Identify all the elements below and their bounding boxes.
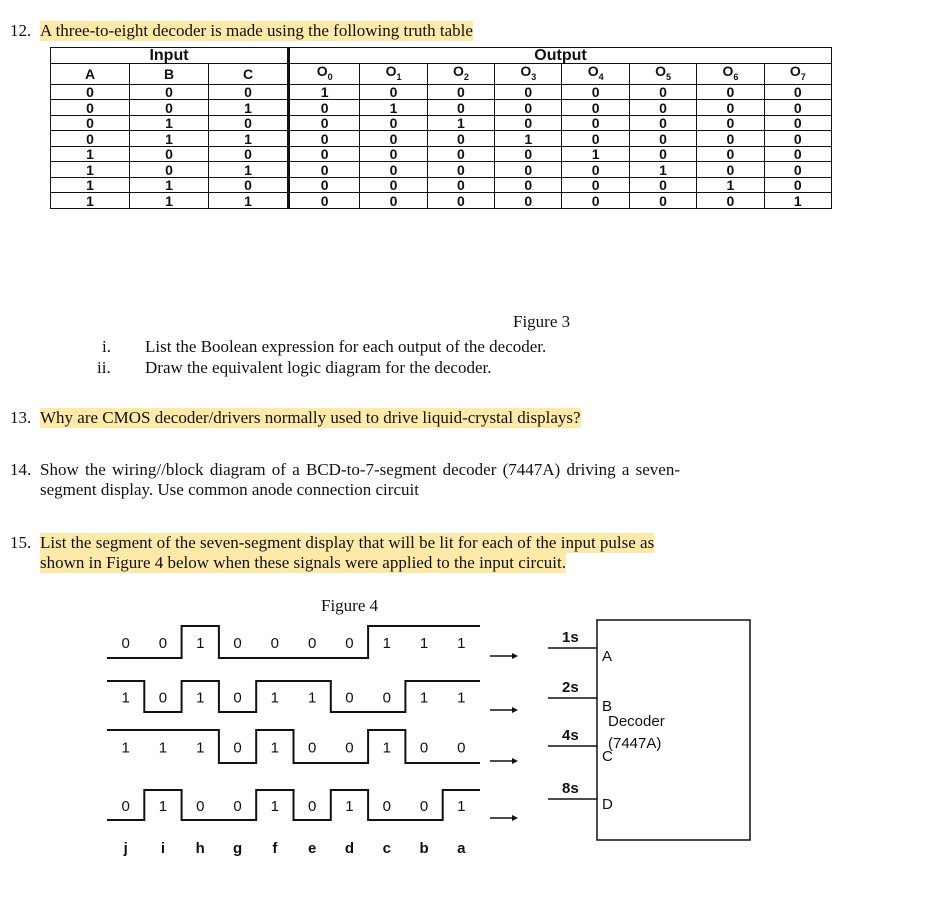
column-header: $O_5$ (629, 64, 696, 85)
table-cell: 1 (427, 115, 494, 131)
table-cell: 0 (427, 84, 494, 100)
column-header: $O_3$ (495, 64, 562, 85)
bit-value: 1 (419, 689, 429, 707)
table-cell: 0 (629, 131, 696, 147)
column-header: C (209, 64, 289, 85)
table-cell: 1 (209, 100, 289, 116)
table-cell: 0 (629, 100, 696, 116)
table-cell: 0 (51, 131, 130, 147)
bit-value: 0 (196, 798, 205, 815)
table-cell: 0 (130, 84, 209, 100)
bit-value: 0 (233, 798, 242, 815)
table-cell: 0 (360, 146, 427, 162)
table-cell: 1 (764, 193, 831, 209)
table-cell: 1 (130, 115, 209, 131)
signal-label: 8s (562, 780, 579, 797)
subpart-ii-number: ii. (97, 358, 111, 377)
table-cell: 1 (51, 162, 130, 178)
table-cell: 0 (51, 100, 130, 116)
table-cell: 1 (51, 177, 130, 193)
bit-value: 0 (158, 635, 168, 652)
bit-value: 0 (345, 739, 354, 757)
table-cell: 0 (130, 100, 209, 116)
column-label: a (457, 840, 466, 857)
column-label: e (307, 840, 317, 857)
bit-value: 0 (419, 739, 429, 757)
table-cell: 0 (562, 115, 629, 131)
bit-value: 0 (121, 798, 130, 815)
table-cell: 0 (562, 193, 629, 209)
table-cell: 0 (360, 162, 427, 178)
bit-value: 1 (121, 739, 130, 757)
bit-value: 0 (158, 689, 168, 707)
decoder-title: Decoder (608, 713, 665, 730)
table-cell: 1 (130, 177, 209, 193)
arrow-head-icon (512, 653, 518, 659)
table-cell: 0 (764, 84, 831, 100)
decoder-part: (7447A) (608, 735, 662, 752)
bit-value: 1 (270, 798, 280, 815)
table-cell: 0 (562, 100, 629, 116)
column-header: $O_1$ (360, 64, 427, 85)
bit-value: 0 (419, 798, 429, 815)
column-header: A (51, 64, 130, 85)
table-cell: 1 (360, 100, 427, 116)
table-cell: 1 (562, 146, 629, 162)
bit-value: 0 (307, 798, 317, 815)
arrow-head-icon (512, 707, 518, 713)
bit-value: 1 (457, 798, 466, 815)
input-header: Input (51, 48, 289, 64)
table-cell: 0 (427, 193, 494, 209)
decoder-pin: A (602, 648, 613, 665)
bit-value: 1 (382, 739, 391, 757)
table-cell: 0 (209, 146, 289, 162)
subpart-ii-text: Draw the equivalent logic diagram for the decoder. (145, 358, 492, 377)
column-label: c (382, 840, 391, 857)
table-cell: 0 (629, 193, 696, 209)
column-header: $O_6$ (697, 64, 764, 85)
column-label: j (123, 840, 128, 857)
bit-value: 0 (382, 689, 391, 707)
figure4-caption: Figure 4 (321, 596, 379, 615)
table-cell: 0 (51, 115, 130, 131)
q15-line1: List the segment of the seven-segment display that will be lit for each of the input pulse as (40, 533, 655, 552)
bit-value: 1 (196, 689, 205, 707)
table-cell: 0 (629, 115, 696, 131)
table-cell: 0 (427, 146, 494, 162)
q14-line2: segment display. Use common anode connection circuit (40, 480, 419, 499)
table-cell: 0 (697, 100, 764, 116)
bit-value: 0 (307, 739, 317, 757)
table-cell: 1 (495, 131, 562, 147)
table-cell: 0 (697, 162, 764, 178)
table-cell: 0 (289, 100, 360, 116)
bit-value: 0 (345, 689, 354, 707)
bit-value: 1 (121, 689, 130, 707)
column-label: h (195, 840, 205, 857)
table-cell: 0 (360, 177, 427, 193)
table-cell: 1 (130, 131, 209, 147)
bit-value: 1 (345, 798, 354, 815)
table-cell: 0 (495, 146, 562, 162)
q15-line2: shown in Figure 4 below when these signals were applied to the input circuit. (40, 553, 566, 572)
table-cell: 1 (51, 146, 130, 162)
figure3-caption: Figure 3 (513, 312, 571, 331)
subpart-i-text: List the Boolean expression for each output of the decoder. (145, 337, 547, 356)
table-cell: 0 (289, 131, 360, 147)
column-header: $O_4$ (562, 64, 629, 85)
table-cell: 0 (764, 115, 831, 131)
bit-value: 1 (270, 689, 280, 707)
table-cell: 0 (697, 84, 764, 100)
table-cell: 0 (495, 177, 562, 193)
table-cell: 0 (764, 177, 831, 193)
decoder-pin: D (602, 796, 613, 813)
table-cell: 1 (209, 131, 289, 147)
column-label: d (344, 840, 355, 857)
table-cell: 0 (427, 177, 494, 193)
arrow-head-icon (512, 758, 518, 764)
table-cell: 0 (289, 177, 360, 193)
q12-number: 12. (10, 21, 32, 40)
bit-value: 1 (158, 798, 168, 815)
signal-label: 4s (562, 727, 579, 744)
table-cell: 0 (562, 131, 629, 147)
arrow-head-icon (512, 815, 518, 821)
table-cell: 0 (697, 131, 764, 147)
table-cell: 0 (427, 100, 494, 116)
q14-number: 14. (10, 460, 32, 479)
output-header: Output (289, 48, 832, 64)
table-cell: 0 (495, 84, 562, 100)
column-header: B (130, 64, 209, 85)
table-cell: 0 (495, 115, 562, 131)
column-label: g (232, 840, 243, 857)
table-cell: 1 (209, 162, 289, 178)
table-cell: 0 (360, 115, 427, 131)
table-cell: 0 (289, 193, 360, 209)
table-cell: 0 (562, 84, 629, 100)
decoder-box (597, 620, 750, 840)
bit-value: 1 (457, 689, 466, 707)
table-cell: 1 (289, 84, 360, 100)
q14-line1: Show the wiring//block diagram of a BCD-to-7-segment decoder (7447A) driving a seven- (40, 460, 680, 479)
column-header: $O_2$ (427, 64, 494, 85)
table-cell: 0 (764, 162, 831, 178)
table-cell: 1 (209, 193, 289, 209)
column-label: f (272, 840, 278, 857)
bit-value: 1 (270, 739, 280, 757)
table-cell: 0 (562, 177, 629, 193)
subpart-i-number: i. (102, 337, 111, 356)
table-cell: 0 (764, 100, 831, 116)
bit-value: 1 (158, 739, 168, 757)
table-cell: 0 (562, 162, 629, 178)
bit-value: 1 (382, 635, 391, 652)
q13-number: 13. (10, 408, 32, 427)
table-cell: 1 (629, 162, 696, 178)
table-cell: 0 (427, 131, 494, 147)
table-cell: 0 (209, 177, 289, 193)
bit-value: 1 (196, 739, 205, 757)
bit-value: 0 (233, 739, 242, 757)
table-cell: 0 (427, 162, 494, 178)
bit-value: 0 (270, 635, 280, 652)
table-cell: 1 (697, 177, 764, 193)
column-header: $O_7$ (764, 64, 831, 85)
bit-value: 0 (307, 635, 317, 652)
q13-text: Why are CMOS decoder/drivers normally used to drive liquid-crystal displays? (40, 408, 581, 427)
bit-value: 1 (307, 689, 317, 707)
table-cell: 0 (289, 115, 360, 131)
signal-label: 2s (562, 679, 579, 696)
q15-number: 15. (10, 533, 32, 552)
bit-value: 0 (233, 689, 242, 707)
table-cell: 0 (360, 193, 427, 209)
table-cell: 0 (697, 193, 764, 209)
table-cell: 0 (629, 84, 696, 100)
table-cell: 0 (209, 115, 289, 131)
table-cell: 0 (51, 84, 130, 100)
table-cell: 0 (495, 162, 562, 178)
table-cell: 0 (289, 146, 360, 162)
table-cell: 0 (289, 162, 360, 178)
table-cell: 0 (629, 146, 696, 162)
table-cell: 1 (130, 193, 209, 209)
column-label: b (419, 840, 429, 857)
table-cell: 0 (629, 177, 696, 193)
table-cell: 0 (764, 146, 831, 162)
table-cell: 0 (360, 131, 427, 147)
table-cell: 0 (495, 193, 562, 209)
bit-value: 0 (457, 739, 466, 757)
decoder-pin: B (602, 698, 613, 715)
table-cell: 0 (209, 84, 289, 100)
bit-value: 1 (196, 635, 205, 652)
signal-label: 1s (562, 629, 579, 646)
column-label: i (160, 840, 166, 857)
table-cell: 0 (697, 115, 764, 131)
table-cell: 0 (360, 84, 427, 100)
table-cell: 0 (130, 146, 209, 162)
bit-value: 1 (457, 635, 466, 652)
table-cell: 1 (51, 193, 130, 209)
q12-text: A three-to-eight decoder is made using the following truth table (40, 21, 473, 40)
bit-value: 1 (419, 635, 429, 652)
table-cell: 0 (697, 146, 764, 162)
table-cell: 0 (130, 162, 209, 178)
bit-value: 0 (233, 635, 242, 652)
bit-value: 0 (345, 635, 354, 652)
bit-value: 0 (382, 798, 391, 815)
column-header: $O_0$ (289, 64, 360, 85)
decoder-pin: C (602, 748, 613, 765)
bit-value: 0 (121, 635, 130, 652)
table-cell: 0 (764, 131, 831, 147)
table-cell: 0 (495, 100, 562, 116)
